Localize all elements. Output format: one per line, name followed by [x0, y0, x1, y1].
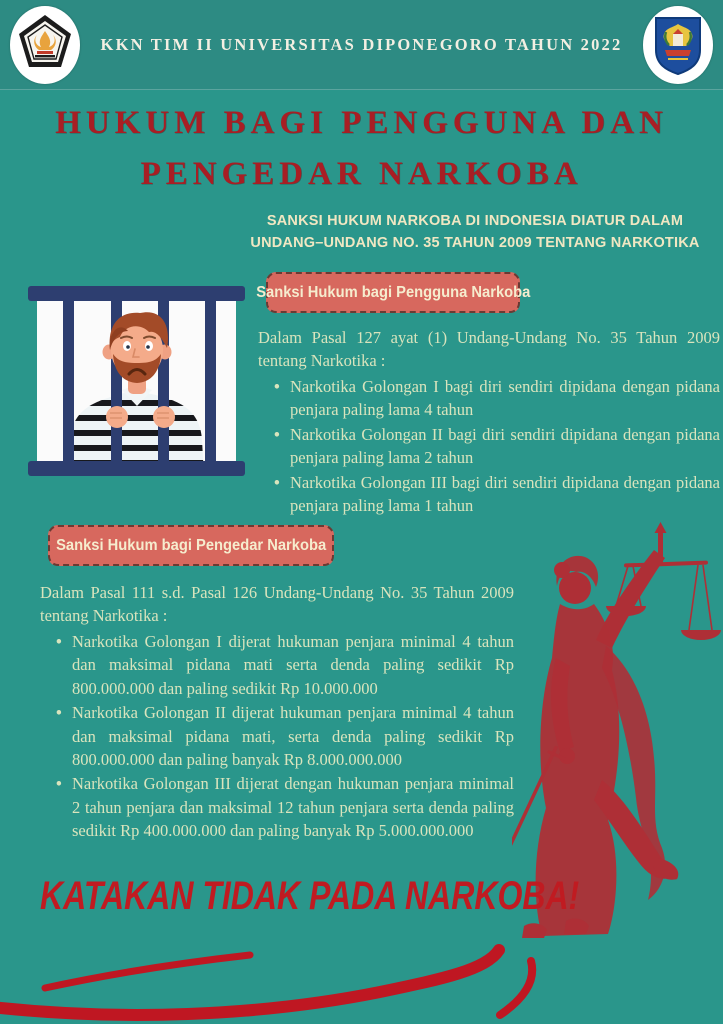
- badge-sanksi-pengedar-label: Sanksi Hukum bagi Pengedar Narkoba: [55, 536, 327, 554]
- poster-subtitle-line2: UNDANG–UNDANG NO. 35 TAHUN 2009 TENTANG NARKOTIKA: [250, 234, 700, 251]
- list-item: • Narkotika Golongan III dijerat dengan hukuman penjara minimal 2 tahun penjara dan maksimal 12 tahun penjara serta denda paling sedikit Rp 400.000.000 dan paling banyak Rp 5.000.000.000: [54, 772, 514, 842]
- section-pengguna-list: [258, 375, 720, 518]
- regency-shield-graphic: [652, 14, 704, 76]
- prisoner-illustration: [28, 286, 245, 476]
- list-item: • Narkotika Golongan II bagi diri sendiri dipidana dengan pidana penjara paling lama 2 tahun: [272, 423, 720, 470]
- poster-subtitle-line1: SANKSI HUKUM NARKOBA DI INDONESIA DIATUR DALAM: [266, 213, 684, 229]
- list-item: • Narkotika Golongan III bagi diri sendiri dipidana dengan pidana penjara paling lama 1 tahun: [272, 471, 720, 518]
- list-item: • Narkotika Golongan I bagi diri sendiri dipidana dengan pidana penjara paling lama 4 tahun: [272, 375, 720, 422]
- section-pengedar-intro: Dalam Pasal 111 s.d. Pasal 126 Undang-Undang No. 35 Tahun 2009 tentang Narkotika :: [40, 583, 514, 626]
- section-pengguna-text: [258, 326, 720, 518]
- brush-swoosh-decoration: [0, 914, 723, 1024]
- page-title: [0, 98, 723, 201]
- list-item: • Narkotika Golongan II dijerat hukuman penjara minimal 4 tahun dan maksimal pidana mati, serta denda paling sedikit Rp 800.000.000 dan paling banyak Rp 8.000.000.000: [54, 701, 514, 771]
- badge-sanksi-pengedar: [48, 525, 334, 566]
- undip-logo-icon: [10, 6, 80, 84]
- list-item: • Narkotika Golongan I dijerat hukuman penjara minimal 4 tahun dan maksimal pidana mati serta denda paling sedikit Rp 800.000.000 dan paling sedikit Rp 10.000.000: [54, 630, 514, 700]
- section-pengedar-text: [40, 581, 514, 844]
- regency-shield-logo-icon: [643, 6, 713, 84]
- poster-subtitle: [235, 211, 715, 255]
- man-behind-bars-icon: [28, 286, 245, 476]
- badge-sanksi-pengguna: [255, 272, 531, 313]
- page-title-line1: HUKUM BAGI PENGGUNA DAN: [55, 105, 668, 141]
- undip-logo-graphic: [16, 13, 74, 77]
- page-title-line2: PENGEDAR NARKOBA: [140, 156, 583, 193]
- badge-sanksi-pengguna-label: Sanksi Hukum bagi Pengguna Narkoba: [255, 283, 531, 301]
- header-bar: [0, 0, 723, 90]
- tagline: KATAKAN TIDAK PADA NARKOBA!: [40, 874, 580, 918]
- section-pengedar-list: [40, 630, 514, 843]
- section-pengguna-intro: Dalam Pasal 127 ayat (1) Undang-Undang No. 35 Tahun 2009 tentang Narkotika :: [258, 328, 720, 371]
- header-title: KKN TIM II UNIVERSITAS DIPONEGORO TAHUN 2022: [100, 34, 623, 54]
